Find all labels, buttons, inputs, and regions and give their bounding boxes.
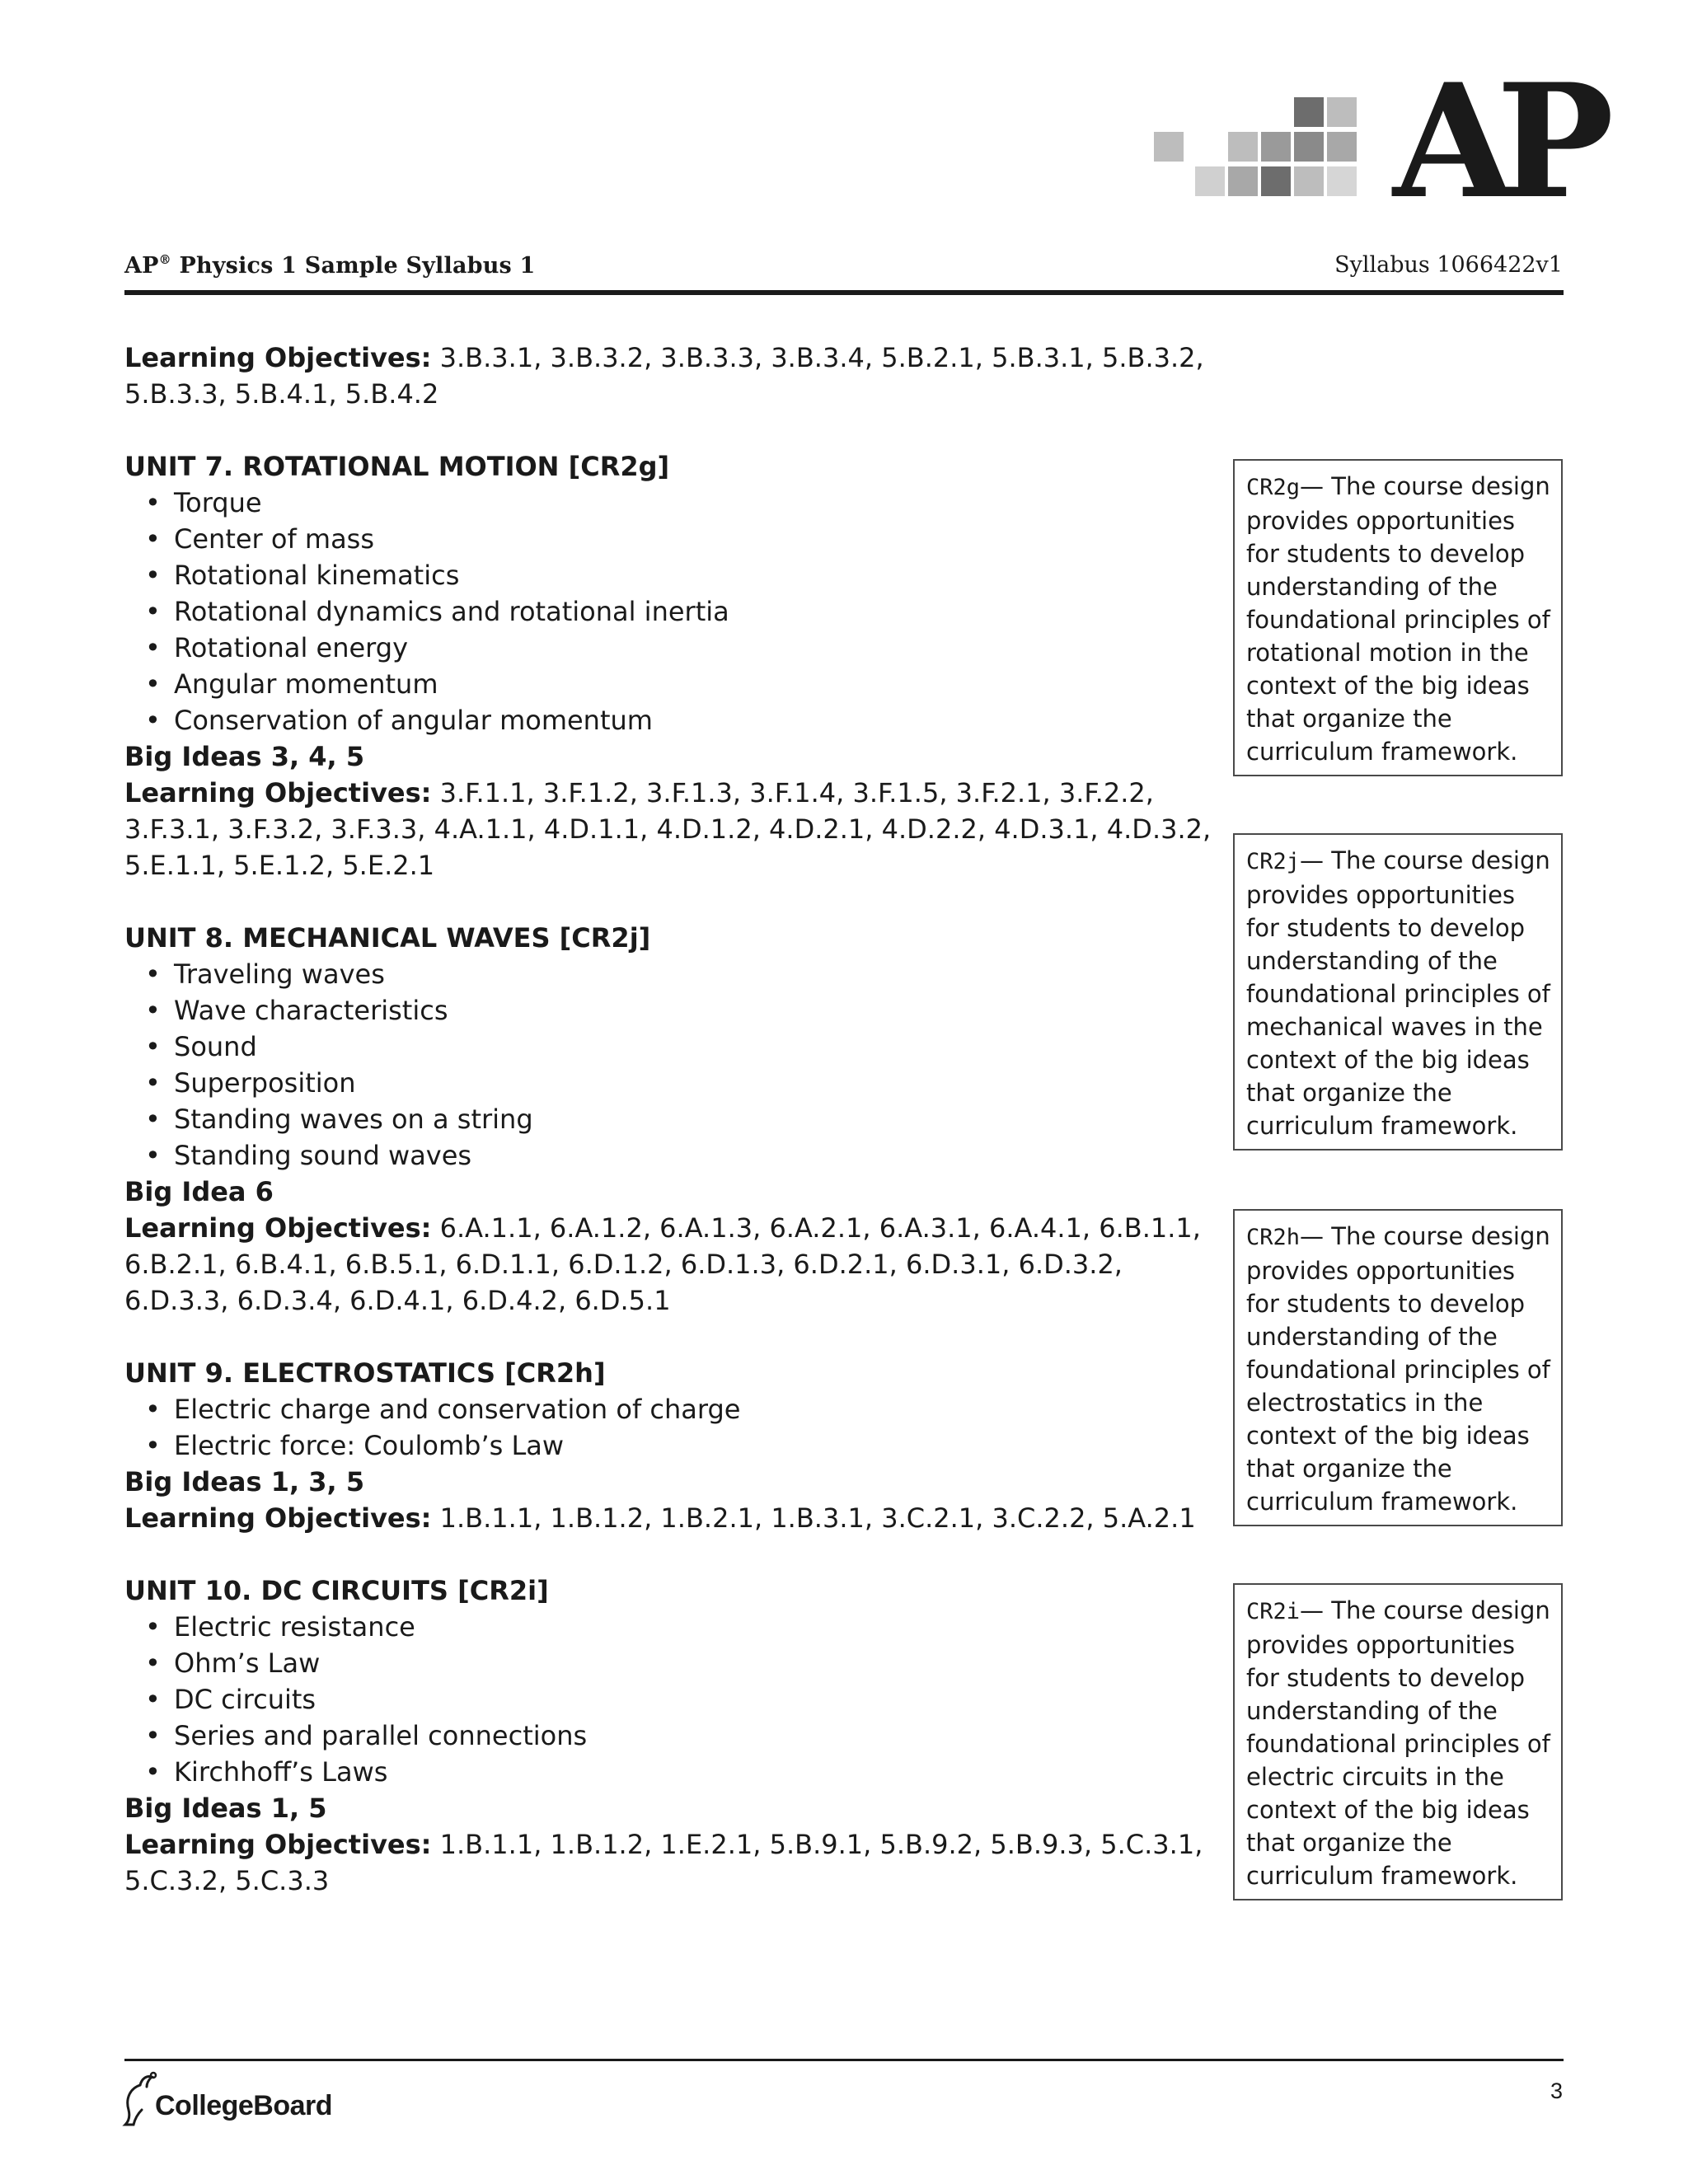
intro-learning-objectives: Learning Objectives: 3.B.3.1, 3.B.3.2, 3.B.3.3, 3.B.3.4, 5.B.2.1, 5.B.3.1, 5.B.3.2, 5.B.3.3, 5.B.4.1, 5.B.4.2 <box>124 342 1204 410</box>
syllabus-id: Syllabus 1066422v1 <box>1334 252 1563 278</box>
learning-objectives: Learning Objectives: 1.B.1.1, 1.B.1.2, 1.B.2.1, 1.B.3.1, 3.C.2.1, 3.C.2.2, 5.A.2.1 <box>124 1502 1196 1534</box>
unit-title: UNIT 8. MECHANICAL WAVES [CR2j] <box>124 922 651 954</box>
list-item: • Superposition <box>124 1065 1212 1101</box>
big-ideas: Big Ideas 1, 5 <box>124 1793 327 1824</box>
topic-list <box>124 1391 1212 1464</box>
unit-9 <box>124 1355 1212 1536</box>
ap-logo <box>1393 49 1597 233</box>
syllabus-content <box>124 340 1212 1899</box>
collegeboard-logo <box>122 2070 336 2128</box>
big-ideas: Big Ideas 3, 4, 5 <box>124 741 365 772</box>
curriculum-note-cr2i: CR2i— The course design provides opportunities for students to develop understanding of the foundational principles of electric circuits in the context of the big ideas that organize the curriculum framework. <box>1233 1583 1563 1900</box>
unit-title: UNIT 7. ROTATIONAL MOTION [CR2g] <box>124 451 670 482</box>
list-item: • Electric resistance <box>124 1609 1212 1645</box>
collegeboard-wordmark: CollegeBoard <box>155 2090 333 2121</box>
topic-list <box>124 1609 1212 1790</box>
unit-title: UNIT 9. ELECTROSTATICS [CR2h] <box>124 1357 606 1389</box>
list-item: • Center of mass <box>124 521 1212 557</box>
page-number: 3 <box>1550 2079 1563 2103</box>
ap-logo-graphic <box>1393 49 1597 233</box>
list-item: • Standing waves on a string <box>124 1101 1212 1137</box>
list-item: • Traveling waves <box>124 956 1212 992</box>
list-item: • Series and parallel connections <box>124 1718 1212 1754</box>
list-item: • Standing sound waves <box>124 1137 1212 1174</box>
unit-7 <box>124 448 1212 883</box>
curriculum-note-cr2j: CR2j— The course design provides opportunities for students to develop understanding of the foundational principles of mechanical waves in the context of the big ideas that organize the curriculum framework. <box>1233 833 1563 1151</box>
svg-text:AP: AP <box>1393 49 1597 233</box>
list-item: • Kirchhoff’s Laws <box>124 1754 1212 1790</box>
curriculum-note-cr2h: CR2h— The course design provides opportunities for students to develop understanding of the foundational principles of electrostatics in the context of the big ideas that organize the curriculum framework. <box>1233 1209 1563 1526</box>
unit-10 <box>124 1572 1212 1899</box>
document-title: AP® Physics 1 Sample Syllabus 1 <box>124 252 536 279</box>
header-divider <box>124 290 1564 295</box>
learning-objectives: Learning Objectives: 1.B.1.1, 1.B.1.2, 1.E.2.1, 5.B.9.1, 5.B.9.2, 5.B.9.3, 5.C.3.1, 5.C.3.2, 5.C.3.3 <box>124 1829 1203 1896</box>
list-item: • Electric charge and conservation of charge <box>124 1391 1212 1427</box>
curriculum-note-cr2g: CR2g— The course design provides opportunities for students to develop understanding of the foundational principles of rotational motion in the context of the big ideas that organize the curriculum framework. <box>1233 459 1563 776</box>
list-item: • Rotational dynamics and rotational inertia <box>124 593 1212 630</box>
unit-title: UNIT 10. DC CIRCUITS [CR2i] <box>124 1575 549 1606</box>
unit-8 <box>124 920 1212 1319</box>
list-item: • Electric force: Coulomb’s Law <box>124 1427 1212 1464</box>
list-item: • Rotational kinematics <box>124 557 1212 593</box>
list-item: • Torque <box>124 485 1212 521</box>
big-ideas: Big Idea 6 <box>124 1176 274 1207</box>
topic-list <box>124 956 1212 1174</box>
list-item: • Sound <box>124 1029 1212 1065</box>
topic-list <box>124 485 1212 738</box>
footer-divider <box>124 2059 1564 2061</box>
ap-logo-squares <box>1154 97 1360 201</box>
big-ideas: Big Ideas 1, 3, 5 <box>124 1466 365 1497</box>
list-item: • Ohm’s Law <box>124 1645 1212 1681</box>
list-item: • Conservation of angular momentum <box>124 702 1212 738</box>
list-item: • Rotational energy <box>124 630 1212 666</box>
list-item: • Angular momentum <box>124 666 1212 702</box>
learning-objectives: Learning Objectives: 3.F.1.1, 3.F.1.2, 3.F.1.3, 3.F.1.4, 3.F.1.5, 3.F.2.1, 3.F.2.2, 3.F.3.1, 3.F.3.2, 3.F.3.3, 4.A.1.1, 4.D.1.1, 4.D.1.2, 4.D.2.1, 4.D.2.2, 4.D.3.1, 4.D.3.2, 5.E.1.1, 5.E.1.2, 5.E.2.1 <box>124 777 1212 881</box>
learning-objectives: Learning Objectives: 6.A.1.1, 6.A.1.2, 6.A.1.3, 6.A.2.1, 6.A.3.1, 6.A.4.1, 6.B.1.1, 6.B.2.1, 6.B.4.1, 6.B.5.1, 6.D.1.1, 6.D.1.2, 6.D.1.3, 6.D.2.1, 6.D.3.1, 6.D.3.2, 6.D.3.3, 6.D.3.4, 6.D.4.1, 6.D.4.2, 6.D.5.1 <box>124 1212 1201 1316</box>
list-item: • DC circuits <box>124 1681 1212 1718</box>
list-item: • Wave characteristics <box>124 992 1212 1029</box>
